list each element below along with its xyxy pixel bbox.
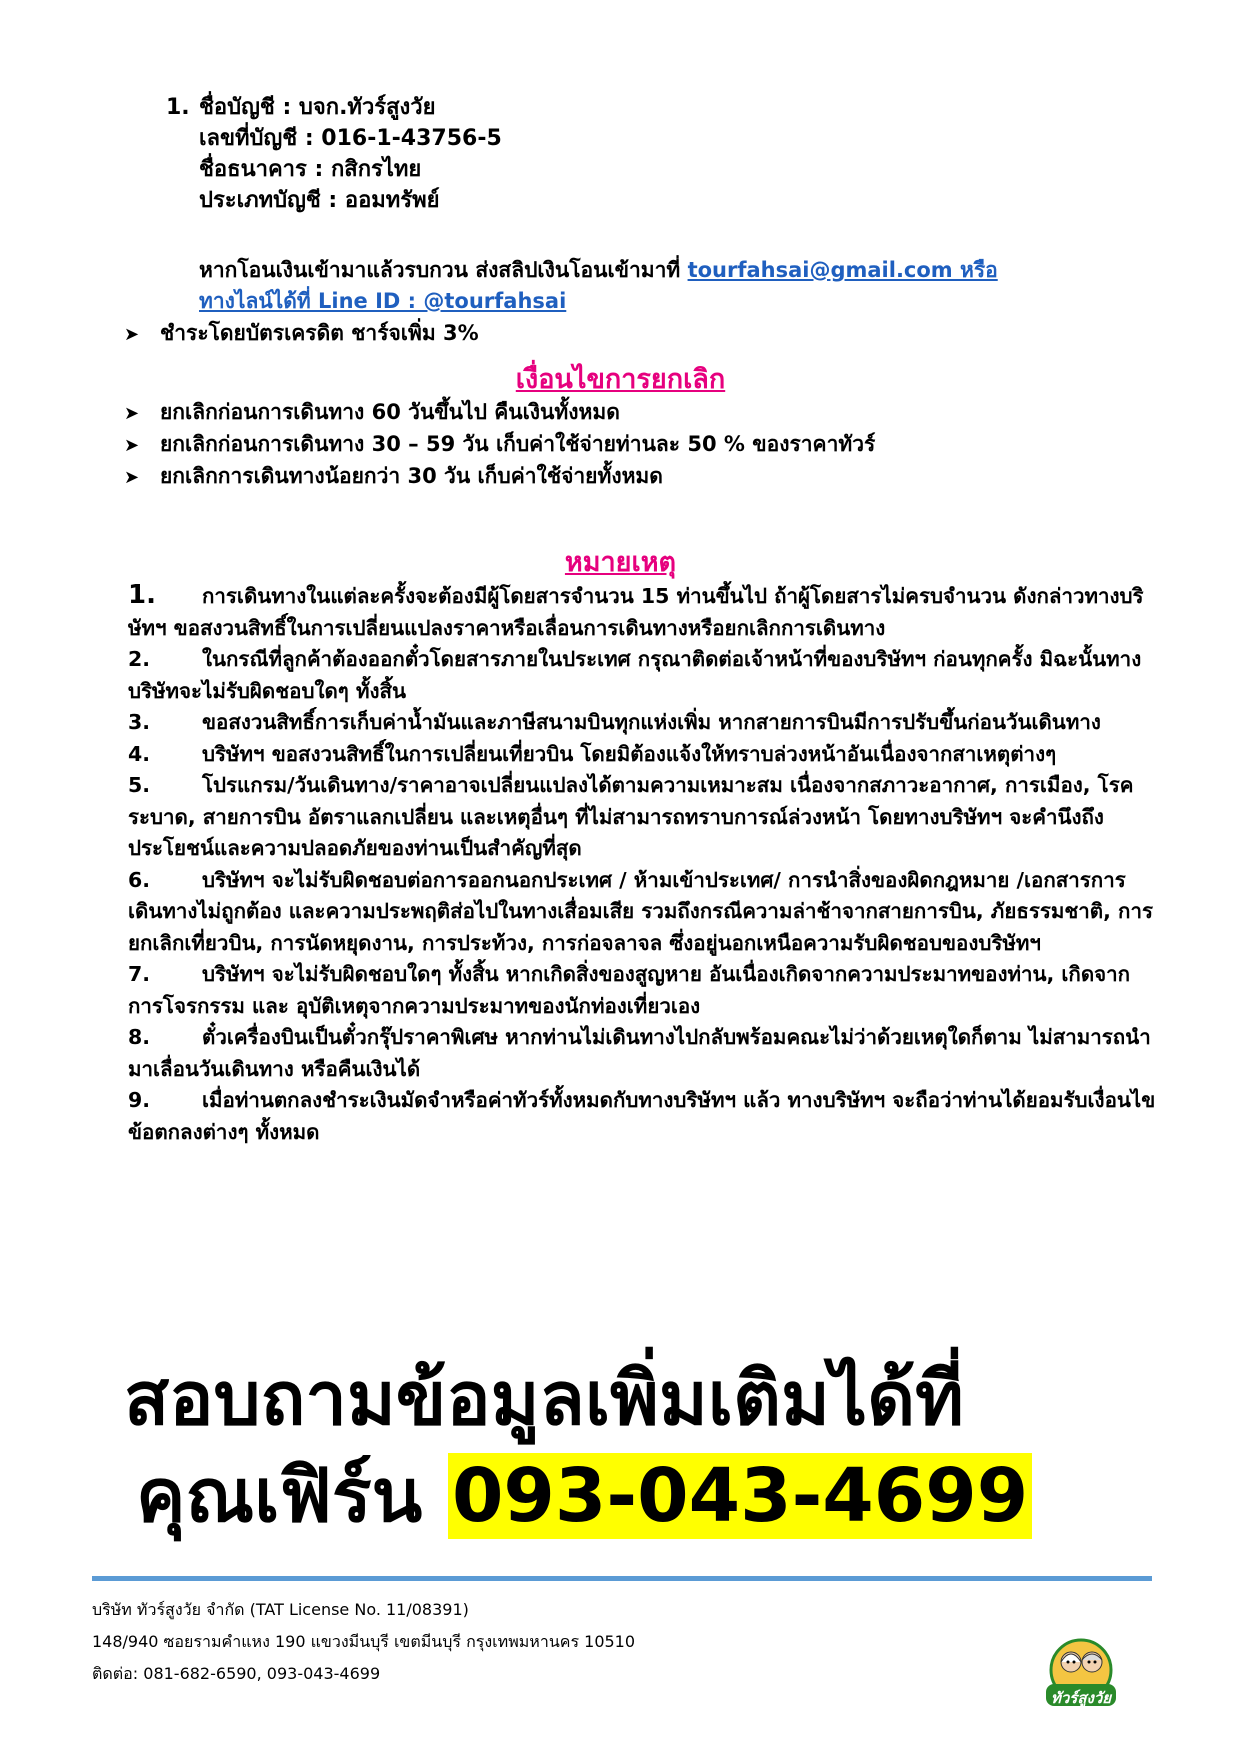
account-name: ชื่อบัญชี : บจก.ทัวร์สูงวัย — [199, 95, 436, 120]
arrow-bullet-icon: ➤ — [124, 435, 140, 456]
note-item: 3. ขอสงวนสิทธิ์การเก็บค่าน้ำมันและภาษีสนามบินทุกแห่งเพิ่ม หากสายการบินมีการปรับขึ้นก่อนวันเดินทาง — [128, 710, 1101, 734]
note-item: 7. บริษัทฯ จะไม่รับผิดชอบใดๆ ทั้งสิ้น หากเกิดสิ่งของสูญหาย อันเนื่องเกิดจากความประมาทของท่าน, เกิดจากการโจรกรรม และ อุบัติเหตุจากความประมาทของนักท่องเที่ยวเอง — [128, 962, 1131, 1018]
footer-company: บริษัท ทัวร์สูงวัย จำกัด (TAT License No. 11/08391) — [92, 1600, 469, 1619]
notes-heading: หมายเหตุ — [564, 547, 677, 578]
cancellation-heading: เงื่อนไขการยกเลิก — [515, 364, 726, 395]
account-number: เลขที่บัญชี : 016-1-43756-5 — [199, 126, 502, 151]
transfer-text: หากโอนเงินเข้ามาแล้วรบกวน ส่งสลิปเงินโอนเข้ามาที่ — [199, 258, 688, 282]
contact-phone[interactable]: 093-043-4699 — [448, 1453, 1032, 1539]
arrow-bullet-icon: ➤ — [124, 467, 140, 488]
contact-name: คุณเฟิร์น — [136, 1453, 448, 1539]
note-item: 4. บริษัทฯ ขอสงวนสิทธิ์ในการเปลี่ยนเที่ยวบิน โดยมิต้องแจ้งให้ทราบล่วงหน้าอันเนื่องจากสาเหตุต่างๆ — [128, 741, 1057, 766]
note-item: 8. ตั๋วเครื่องบินเป็นตั๋วกรุ๊ปราคาพิเศษ หากท่านไม่เดินทางไปกลับพร้อมคณะไม่ว่าด้วยเหตุใดก็ตาม ไม่สามารถนำมาเลื่อนวันเดินทาง หรือคืนเงินได้ — [128, 1025, 1151, 1081]
footer-divider — [92, 1576, 1152, 1581]
logo-text: ทัวร์สูงวัย — [1050, 1689, 1112, 1707]
arrow-bullet-icon: ➤ — [124, 403, 140, 424]
cancellation-item: ➤ ยกเลิกการเดินทางน้อยกว่า 30 วัน เก็บค่าใช้จ่ายทั้งหมด — [124, 461, 663, 493]
contact-banner-line1: สอบถามข้อมูลเพิ่มเติมได้ที่ — [124, 1356, 964, 1442]
account-type: ประเภทบัญชี : ออมทรัพย์ — [199, 188, 440, 213]
company-logo — [1040, 1632, 1122, 1714]
note-item: 9. เมื่อท่านตกลงชำระเงินมัดจำหรือค่าทัวร์ทั้งหมดกับทางบริษัทฯ แล้ว ทางบริษัทฯ จะถือว่าท่านได้ยอมรับเงื่อนไขข้อตกลงต่างๆ ทั้งหมด — [128, 1088, 1156, 1144]
list-number: 1. — [166, 95, 190, 120]
transfer-instruction — [199, 255, 1159, 317]
credit-card-bullet — [124, 318, 479, 350]
note-item: 1. การเดินทางในแต่ละครั้งจะต้องมีผู้โดยสารจำนวน 15 ท่านขึ้นไป ถ้าผู้โดยสารไม่ครบจำนวน ดังกล่าวทางบริษัทฯ ขอสงวนสิทธิ์ในการเปลี่ยนแปลงราคาหรือเลื่อนการเดินทางหรือยกเลิกการเดินทาง — [128, 580, 1144, 640]
bank-name: ชื่อธนาคาร : กสิกรไทย — [199, 157, 422, 182]
notes-list — [128, 580, 1158, 1148]
cancellation-item: ➤ ยกเลิกก่อนการเดินทาง 60 วันขึ้นไป คืนเงินทั้งหมด — [124, 397, 620, 429]
contact-banner-line2 — [136, 1450, 1032, 1542]
line-link[interactable]: ทางไลน์ได้ที่ Line ID : @tourfahsai — [199, 289, 567, 313]
footer-address: 148/940 ซอยรามคำแหง 190 แขวงมีนบุรี เขตมีนบุรี กรุงเทพมหานคร 10510 — [92, 1632, 636, 1651]
account-block — [166, 92, 502, 216]
note-item: 2. ในกรณีที่ลูกค้าต้องออกตั๋วโดยสารภายในประเทศ กรุณาติดต่อเจ้าหน้าที่ของบริษัทฯ ก่อนทุกครั้ง มิฉะนั้นทางบริษัทจะไม่รับผิดชอบใดๆ ทั้งสิ้น — [128, 647, 1142, 703]
note-item: 5. โปรแกรม/วันเดินทาง/ราคาอาจเปลี่ยนแปลงได้ตามความเหมาะสม เนื่องจากสภาวะอากาศ, การเมือง, โรคระบาด, สายการบิน อัตราแลกเปลี่ยน และเหตุอื่นๆ ที่ไม่สามารถทราบการณ์ล่วงหน้า โดยทางบริษัทฯ จะคำนึงถึงประโยชน์และความปลอดภัยของท่านเป็นสำคัญที่สุด — [128, 773, 1134, 860]
arrow-bullet-icon: ➤ — [124, 324, 140, 345]
email-link[interactable]: tourfahsai@gmail.com หรือ — [687, 258, 998, 282]
footer-contact: ติดต่อ: 081-682-6590, 093-043-4699 — [92, 1664, 381, 1683]
cancellation-item: ➤ ยกเลิกก่อนการเดินทาง 30 – 59 วัน เก็บค่าใช้จ่ายท่านละ 50 % ของราคาทัวร์ — [124, 429, 875, 461]
note-item: 6. บริษัทฯ จะไม่รับผิดชอบต่อการออกนอกประเทศ / ห้ามเข้าประเทศ/ การนำสิ่งของผิดกฎหมาย /เอกสารการเดินทางไม่ถูกต้อง และความประพฤติส่อไปในทางเสื่อมเสีย รวมถึงกรณีความล่าช้าจากสายการบิน, ภัยธรรมชาติ, การยกเลิกเที่ยวบิน, การนัดหยุดงาน, การประท้วง, การก่อจลาจล ซึ่งอยู่นอกเหนือความรับผิดชอบของบริษัทฯ — [128, 867, 1153, 955]
credit-card-text: ชำระโดยบัตรเครดิต ชาร์จเพิ่ม 3% — [160, 321, 479, 345]
